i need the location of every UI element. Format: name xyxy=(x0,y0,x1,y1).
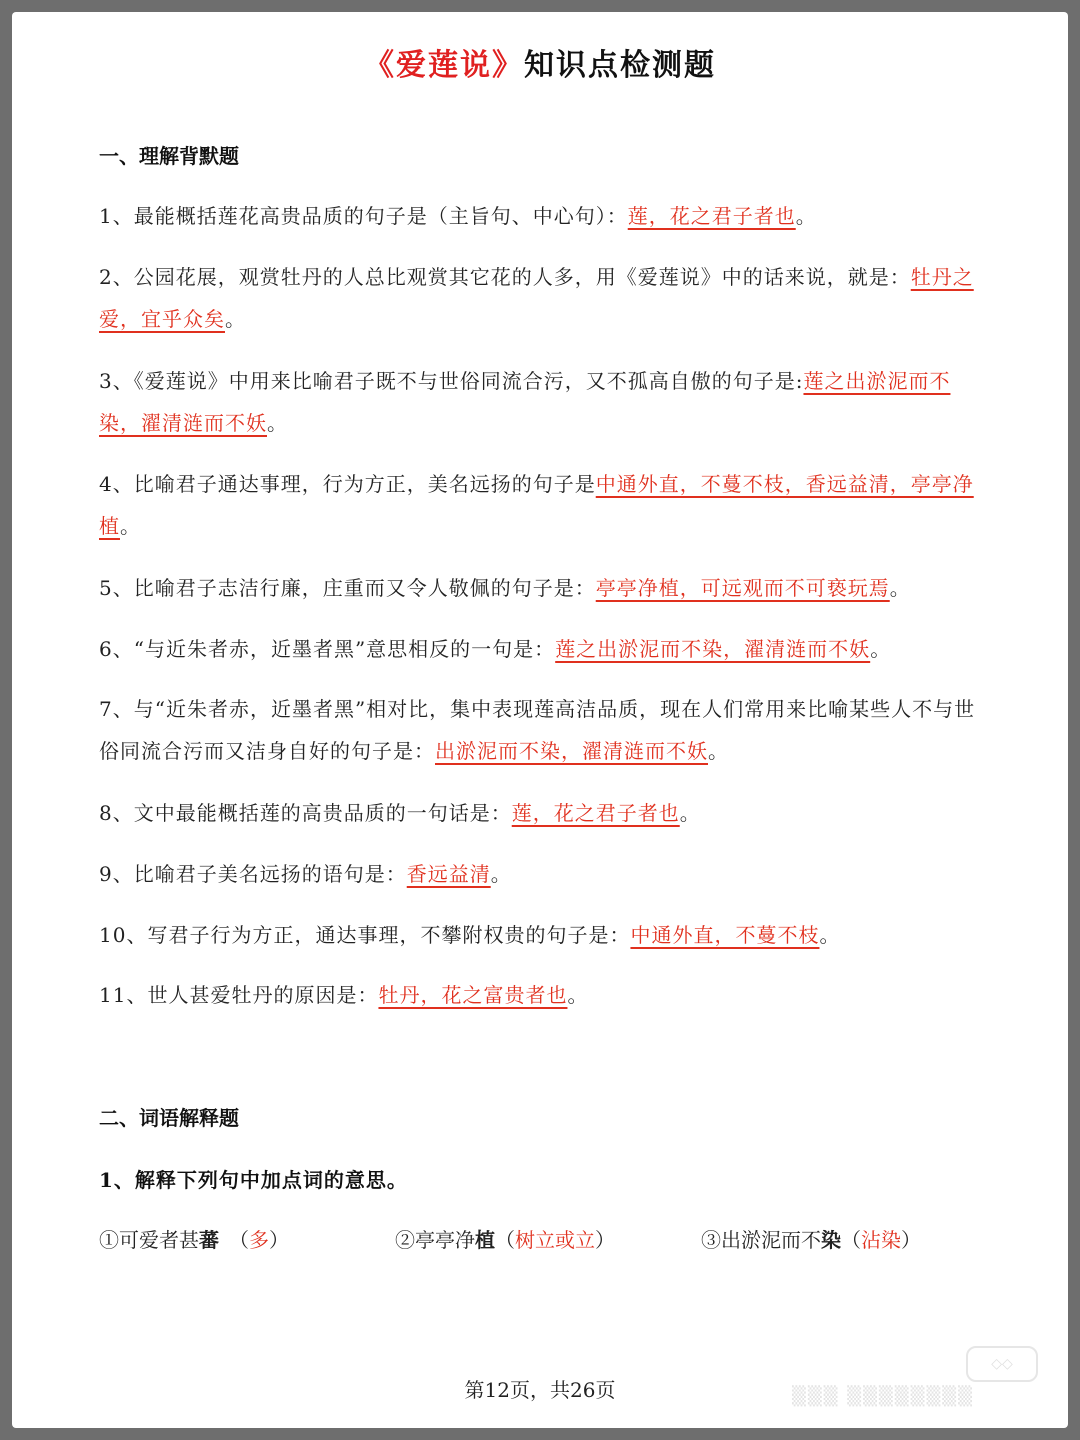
vocab-meaning: 多 xyxy=(249,1228,269,1252)
answer: 中通外直，不蔓不枝，香远益清，亭亭净植 xyxy=(99,472,974,538)
vocab-item-1: ①可爱者甚蕃 （多） xyxy=(99,1228,289,1252)
question-11: 11、世人甚爱牡丹的原因是：牡丹，花之富贵者也。 xyxy=(99,983,589,1007)
question-6: 6、“与近朱者赤，近墨者黑”意思相反的一句是：莲之出淤泥而不染，濯清涟而不妖。 xyxy=(99,637,892,661)
answer: 莲，花之君子者也 xyxy=(627,204,796,228)
answer: 莲之出淤泥而不染，濯清涟而不妖 xyxy=(99,369,951,435)
section-heading-1: 一、理解背默题 xyxy=(99,144,239,168)
answer: 牡丹之爱，宜乎众矣 xyxy=(99,265,974,331)
answer: 牡丹，花之富贵者也 xyxy=(378,983,568,1007)
question-8: 8、文中最能概括莲的高贵品质的一句话是：莲，花之君子者也。 xyxy=(99,801,701,825)
title-suffix: 知识点检测题 xyxy=(524,48,716,83)
watermark-logo-icon: ◇◇ xyxy=(966,1346,1038,1382)
question-5: 5、比喻君子志洁行廉，庄重而又令人敬佩的句子是：亭亭净植，可远观而不可亵玩焉。 xyxy=(99,576,911,600)
answer: 出淤泥而不染，濯清涟而不妖 xyxy=(435,739,708,763)
vocab-prompt: 1、解释下列句中加点词的意思。 xyxy=(99,1168,408,1192)
document-page xyxy=(12,12,1068,1428)
vocab-meaning: 沾染 xyxy=(861,1228,901,1252)
question-7: 7、与“近朱者赤，近墨者黑”相对比，集中表现莲高洁品质，现在人们常用来比喻某些人不与世俗同流合污而又洁身自好的句子是：出淤泥而不染，濯清涟而不妖。 xyxy=(99,697,976,763)
answer: 亭亭净植，可远观而不可亵玩焉 xyxy=(595,576,890,600)
question-10: 10、写君子行为方正，通达事理，不攀附权贵的句子是：中通外直，不蔓不枝。 xyxy=(99,923,841,947)
question-9: 9、比喻君子美名远扬的语句是：香远益清。 xyxy=(99,862,512,886)
section-heading-2: 二、词语解释题 xyxy=(99,1106,239,1130)
vocab-items xyxy=(99,1224,999,1256)
vocab-item-3: ③出淤泥而不染（沾染） xyxy=(701,1228,921,1252)
watermark-graphic: ▒▒▒ ▒▒▒▒▒▒▒▒ xyxy=(792,1386,974,1407)
answer: 莲，花之君子者也 xyxy=(511,801,680,825)
answer: 中通外直，不蔓不枝 xyxy=(630,923,820,947)
question-1: 1、最能概括莲花高贵品质的句子是（主旨句、中心句）：莲，花之君子者也。 xyxy=(99,204,817,228)
page-title xyxy=(12,40,1068,84)
question-4: 4、比喻君子通达事理，行为方正，美名远扬的句子是中通外直，不蔓不枝，香远益清，亭亭净植。 xyxy=(99,472,974,538)
answer: 莲之出淤泥而不染，濯清涟而不妖 xyxy=(555,637,871,661)
question-3: 3、《爱莲说》中用来比喻君子既不与世俗同流合污，又不孤高自傲的句子是:莲之出淤泥而不染，濯清涟而不妖。 xyxy=(99,369,951,435)
vocab-meaning: 树立或立 xyxy=(515,1228,595,1252)
title-book-name: 《爱莲说》 xyxy=(364,48,524,83)
vocab-item-2: ②亭亭净植（树立或立） xyxy=(395,1228,615,1252)
question-2: 2、公园花展，观赏牡丹的人总比观赏其它花的人多，用《爱莲说》中的话来说，就是：牡丹之爱，宜乎众矣。 xyxy=(99,265,974,331)
page-number: 第12页，共26页 xyxy=(464,1378,616,1402)
answer: 香远益清 xyxy=(406,862,491,886)
